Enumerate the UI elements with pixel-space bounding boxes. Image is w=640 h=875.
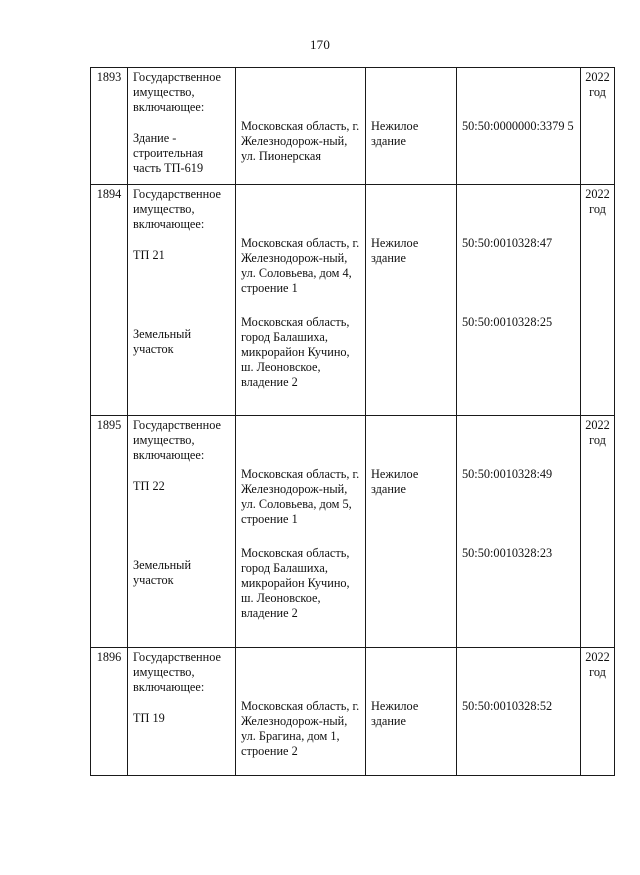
- object-name: ТП 19: [133, 711, 165, 725]
- record-year: 2022 год: [585, 187, 610, 216]
- table-row: [91, 416, 615, 648]
- object-name-cell: [128, 68, 236, 185]
- cadastral-cell: [457, 68, 581, 185]
- cadastral-cell: [457, 185, 581, 416]
- record-title: Государственное имущество, включающее:: [133, 70, 221, 114]
- type-cell: [366, 648, 457, 776]
- record-title: Государственное имущество, включающее:: [133, 418, 221, 462]
- table-row: [91, 185, 615, 416]
- record-title: Государственное имущество, включающее:: [133, 650, 221, 694]
- address-cell: [236, 648, 366, 776]
- type-cell: [366, 185, 457, 416]
- object-name-cell: [128, 416, 236, 648]
- type-cell: [366, 416, 457, 648]
- table-row: [91, 648, 615, 776]
- address-cell: [236, 185, 366, 416]
- year-cell: [581, 416, 615, 648]
- record-number: 1895: [91, 416, 128, 648]
- record-number: 1896: [91, 648, 128, 776]
- object-address: Московская область, г. Железнодорож-ный, ул. Соловьева, дом 5, строение 1: [241, 467, 360, 526]
- cadastral-number: 50:50:0010328:52: [462, 699, 553, 713]
- object-address: Московская область, г. Железнодорож-ный, ул. Пионерская: [241, 119, 360, 163]
- record-title: Государственное имущество, включающее:: [133, 187, 221, 231]
- cadastral-cell: [457, 416, 581, 648]
- object-name-cell: [128, 648, 236, 776]
- object-type: Нежилое здание: [371, 236, 419, 265]
- object-type: Нежилое здание: [371, 119, 419, 148]
- page-number: 170: [309, 37, 331, 52]
- object-name: Здание - строительная часть ТП-619: [133, 131, 204, 175]
- record-year: 2022 год: [585, 418, 610, 447]
- cadastral-number: 50:50:0010328:25: [462, 315, 553, 329]
- object-address: Московская область, г. Железнодорож-ный, ул. Брагина, дом 1, строение 2: [241, 699, 360, 758]
- table-row: [91, 68, 615, 185]
- record-number: 1894: [91, 185, 128, 416]
- address-cell: [236, 68, 366, 185]
- object-address: Московская область, город Балашиха, микрорайон Кучино, ш. Леоновское, владение 2: [241, 315, 350, 389]
- cadastral-number: 50:50:0010328:49: [462, 467, 553, 481]
- record-year: 2022 год: [585, 650, 610, 679]
- object-address: Московская область, г. Железнодорож-ный, ул. Соловьева, дом 4, строение 1: [241, 236, 360, 295]
- cadastral-number: 50:50:0010328:23: [462, 546, 553, 560]
- object-name: ТП 21: [133, 248, 165, 262]
- record-number: 1893: [91, 68, 128, 185]
- object-type: Нежилое здание: [371, 467, 419, 496]
- object-address: Московская область, город Балашиха, микрорайон Кучино, ш. Леоновское, владение 2: [241, 546, 350, 620]
- cadastral-cell: [457, 648, 581, 776]
- object-type: Нежилое здание: [371, 699, 419, 728]
- type-cell: [366, 68, 457, 185]
- record-year: 2022 год: [585, 70, 610, 99]
- address-cell: [236, 416, 366, 648]
- cadastral-number: 50:50:0000000:3379 5: [462, 119, 574, 133]
- object-name: Земельный участок: [133, 327, 192, 356]
- object-name-cell: [128, 185, 236, 416]
- year-cell: [581, 68, 615, 185]
- property-registry-table: [90, 67, 615, 776]
- year-cell: [581, 185, 615, 416]
- cadastral-number: 50:50:0010328:47: [462, 236, 553, 250]
- year-cell: [581, 648, 615, 776]
- object-name: ТП 22: [133, 479, 165, 493]
- object-name: Земельный участок: [133, 558, 192, 587]
